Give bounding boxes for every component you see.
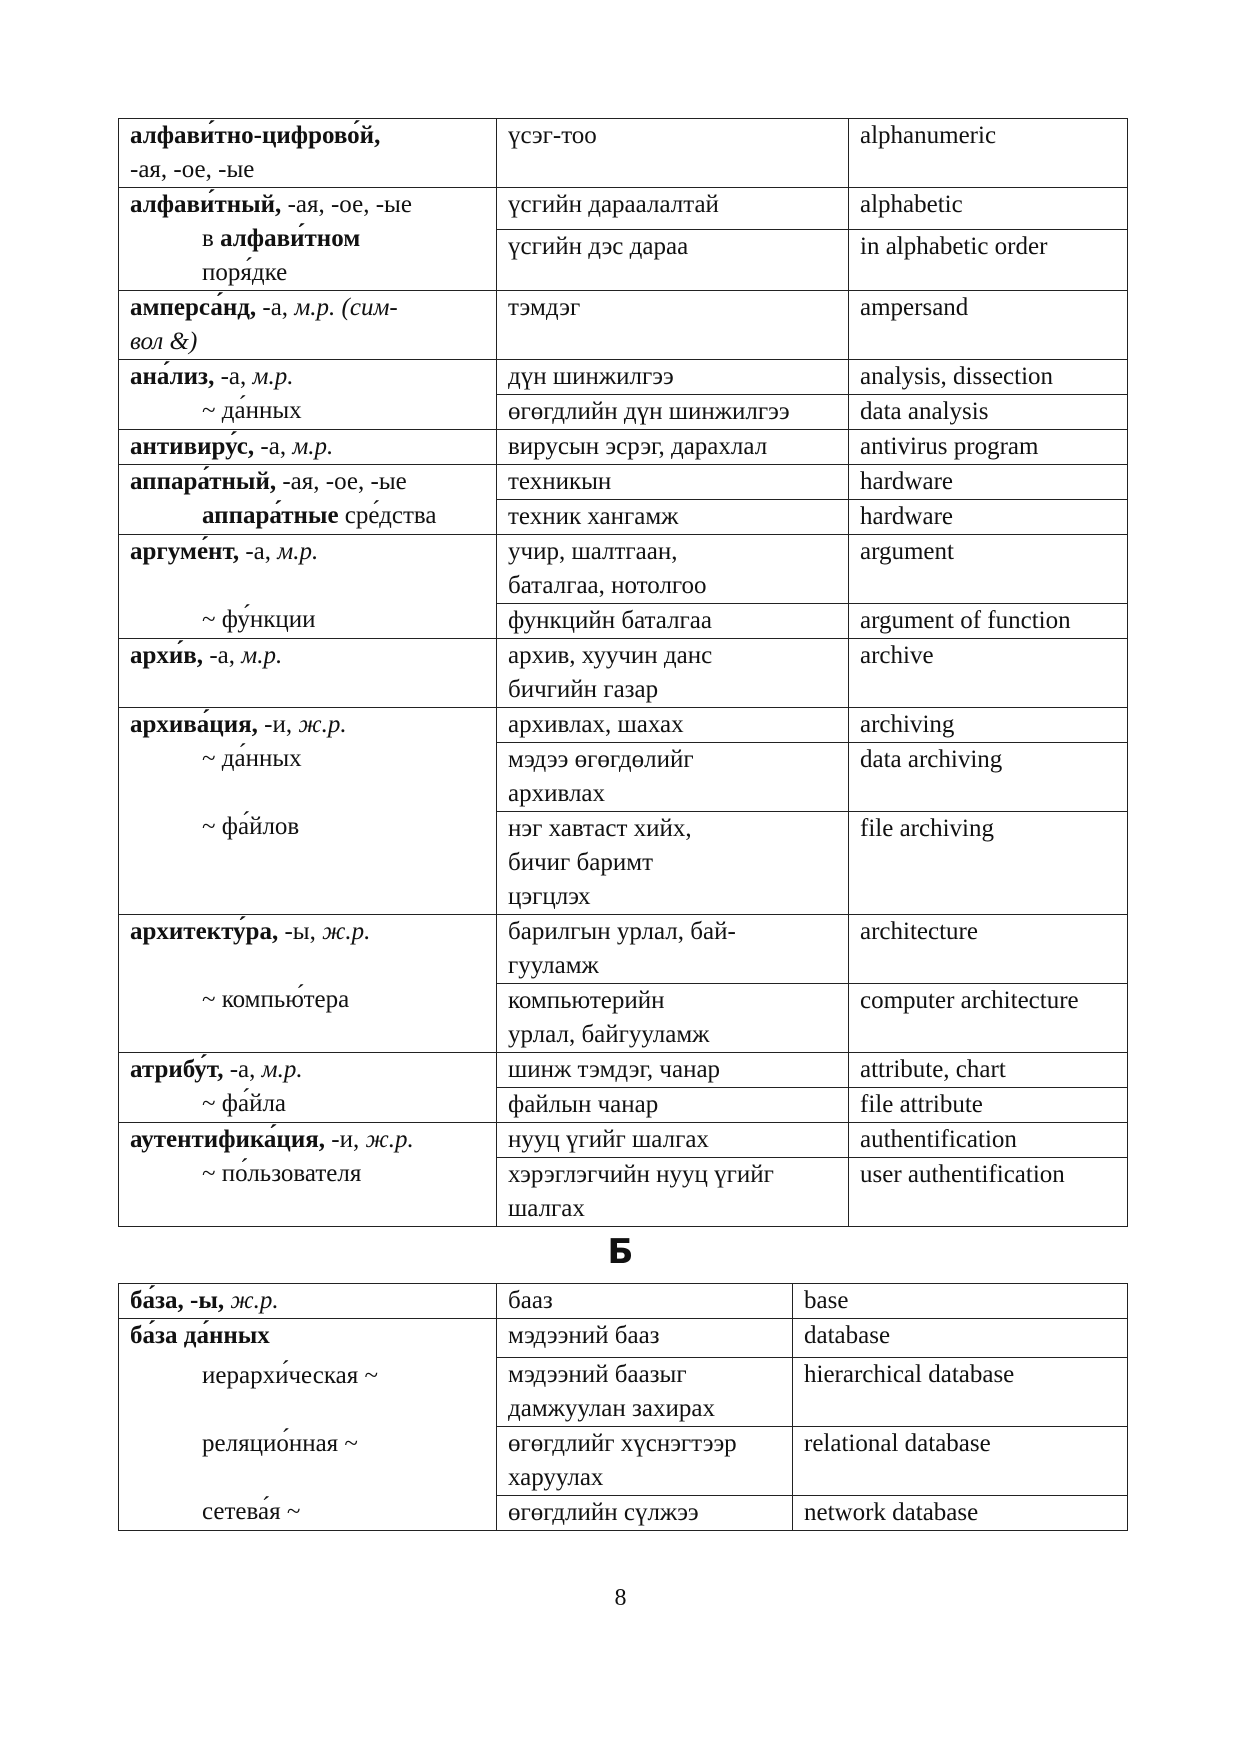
sub-entry: ~ фа́йла: [202, 1090, 287, 1117]
mongolian-cell: [497, 500, 849, 535]
entry-grammar: -и,: [257, 711, 299, 738]
english-text: base: [804, 1287, 849, 1314]
entry-head: атрибу́т,: [130, 1056, 224, 1083]
mongolian-text: тэмдэг: [508, 294, 581, 321]
mongolian-cell: [497, 639, 849, 708]
english-text: argument of function: [860, 607, 1071, 634]
mongolian-text: үсгийн дараалалтай: [508, 191, 719, 218]
table-row: [119, 639, 1128, 708]
english-cell: [849, 230, 1128, 291]
mongolian-cell: [497, 1158, 849, 1227]
english-cell: [849, 743, 1128, 812]
sub-entry: ~ по́льзователя: [202, 1160, 362, 1187]
mongolian-text: гууламж: [508, 952, 599, 979]
mongolian-cell: [497, 708, 849, 743]
entry-grammar-italic: вол &): [130, 328, 198, 355]
english-cell: [849, 465, 1128, 500]
entry-head-cell: [119, 119, 497, 188]
english-text: hardware: [860, 468, 953, 495]
entry-grammar: -и,: [325, 1126, 366, 1153]
english-text: alphabetic: [860, 191, 963, 218]
entry-grammar-italic: м.р.: [292, 433, 334, 460]
mongolian-cell: [497, 291, 849, 360]
mongolian-cell: [497, 812, 849, 915]
mongolian-text: дүн шинжилгээ: [508, 363, 674, 390]
mongolian-text: мэдээ өгөгдөлийг: [508, 746, 694, 773]
english-text: attribute, chart: [860, 1056, 1006, 1083]
english-cell: [849, 1088, 1128, 1123]
entry-grammar: -а,: [254, 433, 293, 460]
mongolian-cell: [497, 535, 849, 604]
entry-head-cell: [119, 188, 497, 291]
mongolian-text: урлал, байгууламж: [508, 1021, 710, 1048]
english-cell: [793, 1358, 1128, 1427]
entry-grammar: -ая, -ое, -ые: [130, 156, 255, 183]
mongolian-cell: [497, 1319, 793, 1358]
table-row: [119, 1053, 1128, 1088]
entry-head: аргуме́нт,: [130, 538, 240, 565]
mongolian-text: үсгийн дэс дараа: [508, 233, 689, 260]
entry-grammar-italic: ж.р.: [365, 1126, 414, 1153]
entry-grammar-italic: м.р.: [252, 363, 294, 390]
entry-grammar: -а,: [256, 294, 295, 321]
section-letter-heading: Б: [607, 1232, 634, 1272]
mongolian-cell: [497, 465, 849, 500]
english-text: relational database: [804, 1430, 991, 1457]
mongolian-text: өгөгдлийн сүлжээ: [508, 1499, 699, 1526]
entry-head-cell: [119, 1053, 497, 1123]
mongolian-text: архив, хуучин данс: [508, 642, 713, 669]
mongolian-cell: [497, 1088, 849, 1123]
english-cell: [849, 1053, 1128, 1088]
entry-grammar: -ы,: [183, 1287, 231, 1314]
mongolian-text: бааз: [508, 1287, 553, 1314]
mongolian-text: хэрэглэгчийн нууц үгийг: [508, 1161, 774, 1188]
table-row: [119, 465, 1128, 500]
english-text: ampersand: [860, 294, 969, 321]
mongolian-cell: [497, 915, 849, 984]
table-row: [119, 119, 1128, 188]
english-text: alphanumeric: [860, 122, 997, 149]
entry-head-cell: [119, 1123, 497, 1227]
sub-entry: ~ фа́йлов: [202, 813, 300, 840]
mongolian-text: нэг хавтаст хийх,: [508, 815, 692, 842]
mongolian-text: учир, шалтгаан,: [508, 538, 678, 565]
sub-entry: иерархи́ческая ~: [202, 1362, 378, 1389]
english-cell: [849, 291, 1128, 360]
entry-head: ба́за да́нных: [130, 1322, 270, 1349]
english-cell: [849, 500, 1128, 535]
entry-head-cell: [119, 708, 497, 915]
sub-entry-prefix: в: [202, 225, 221, 252]
entry-grammar-italic: ж.р.: [230, 1287, 279, 1314]
mongolian-text: өгөгдлийг хүснэгтээр: [508, 1430, 737, 1457]
mongolian-cell: [497, 984, 849, 1053]
english-cell: [793, 1284, 1128, 1319]
entry-grammar-italic: ж.р.: [298, 711, 347, 738]
english-text: computer architecture: [860, 987, 1079, 1014]
mongolian-text: үсэг-тоо: [508, 122, 597, 149]
entry-head-cell: [119, 915, 497, 1053]
mongolian-text: дамжуулан захирах: [508, 1395, 715, 1422]
table-row: [119, 360, 1128, 395]
entry-head-cell: [119, 360, 497, 430]
mongolian-text: мэдээний бааз: [508, 1322, 660, 1349]
entry-head: аутентифика́ция,: [130, 1126, 326, 1153]
table-row: [119, 915, 1128, 984]
entry-head: амперса́нд,: [130, 294, 257, 321]
table-row: [119, 188, 1128, 230]
entry-head: архива́ция,: [130, 711, 258, 738]
table-row: [119, 535, 1128, 604]
english-text: argument: [860, 538, 954, 565]
entry-grammar: -ая, -ое, -ые: [281, 191, 412, 218]
mongolian-text: техникын: [508, 468, 612, 495]
sub-entry: сетева́я ~: [202, 1498, 301, 1525]
mongolian-text: баталгаа, нотолгоо: [508, 572, 707, 599]
mongolian-text: архивлах: [508, 780, 606, 807]
english-cell: [793, 1496, 1128, 1531]
english-text: user authentification: [860, 1161, 1065, 1188]
table-row: [119, 1319, 1128, 1358]
english-text: analysis, dissection: [860, 363, 1054, 390]
entry-head: архитекту́ра,: [130, 918, 279, 945]
mongolian-cell: [497, 1123, 849, 1158]
sub-entry: ~ компью́тера: [202, 986, 350, 1013]
entry-head: алфави́тный,: [130, 191, 282, 218]
english-cell: [849, 119, 1128, 188]
english-cell: [849, 360, 1128, 395]
english-cell: [849, 812, 1128, 915]
english-cell: [849, 604, 1128, 639]
entry-grammar-italic: м.р.: [261, 1056, 303, 1083]
english-cell: [849, 984, 1128, 1053]
entry-head-cell: [119, 1284, 497, 1319]
mongolian-cell: [497, 1427, 793, 1496]
mongolian-cell: [497, 230, 849, 291]
mongolian-cell: [497, 360, 849, 395]
dictionary-table-b: [118, 1283, 1128, 1531]
entry-head: аппара́тный,: [130, 468, 277, 495]
mongolian-cell: [497, 1284, 793, 1319]
table-row: [119, 1123, 1128, 1158]
mongolian-cell: [497, 1053, 849, 1088]
sub-entry-head: алфави́тном: [220, 225, 361, 252]
entry-grammar: -а,: [223, 1056, 262, 1083]
entry-head-cell: [119, 639, 497, 708]
english-text: data archiving: [860, 746, 1003, 773]
mongolian-text: өгөгдлийн дүн шинжилгээ: [508, 398, 790, 425]
english-text: file attribute: [860, 1091, 983, 1118]
mongolian-cell: [497, 604, 849, 639]
mongolian-text: компьютерийн: [508, 987, 665, 1014]
entry-grammar-italic: м.р. (сим-: [294, 294, 398, 321]
mongolian-cell: [497, 743, 849, 812]
english-cell: [849, 430, 1128, 465]
dictionary-table-a: [118, 118, 1128, 1227]
english-cell: [849, 395, 1128, 430]
mongolian-text: мэдээний баазыг: [508, 1361, 687, 1388]
entry-grammar: -ы,: [278, 918, 323, 945]
english-text: network database: [804, 1499, 979, 1526]
sub-entry-head: аппара́тные: [202, 502, 339, 529]
entry-grammar-italic: ж.р.: [322, 918, 371, 945]
entry-head-cell: [119, 465, 497, 535]
sub-entry-text: поря́дке: [202, 259, 288, 286]
english-text: archiving: [860, 711, 955, 738]
english-cell: [849, 708, 1128, 743]
table-row: [119, 708, 1128, 743]
english-text: database: [804, 1322, 891, 1349]
entry-head-cell: [119, 430, 497, 465]
mongolian-cell: [497, 119, 849, 188]
mongolian-text: файлын чанар: [508, 1091, 659, 1118]
mongolian-text: архивлах, шахах: [508, 711, 684, 738]
english-cell: [849, 535, 1128, 604]
mongolian-text: цэгцлэх: [508, 883, 591, 910]
sub-entry-text: сре́дства: [338, 502, 437, 529]
mongolian-text: вирусын эсрэг, дарахлал: [508, 433, 768, 460]
entry-grammar-italic: м.р.: [277, 538, 319, 565]
entry-grammar-italic: м.р.: [241, 642, 283, 669]
mongolian-cell: [497, 1358, 793, 1427]
english-cell: [793, 1427, 1128, 1496]
english-text: antivirus program: [860, 433, 1039, 460]
english-text: in alphabetic order: [860, 233, 1048, 260]
entry-head: антивиру́с,: [130, 433, 255, 460]
page-number: 8: [614, 1585, 627, 1611]
table-row: [119, 291, 1128, 360]
english-text: data analysis: [860, 398, 989, 425]
english-text: archive: [860, 642, 934, 669]
entry-head-cell: [119, 535, 497, 639]
english-text: authentification: [860, 1126, 1017, 1153]
entry-grammar: -а,: [203, 642, 242, 669]
entry-head: алфави́тно-цифрово́й,: [130, 122, 381, 149]
english-cell: [849, 915, 1128, 984]
sub-entry: ~ да́нных: [202, 397, 302, 424]
entry-grammar: -а,: [239, 538, 278, 565]
english-cell: [793, 1319, 1128, 1358]
mongolian-cell: [497, 430, 849, 465]
entry-head-cell: [119, 1319, 497, 1531]
mongolian-cell: [497, 1496, 793, 1531]
mongolian-text: нууц үгийг шалгах: [508, 1126, 709, 1153]
english-text: hierarchical database: [804, 1361, 1015, 1388]
sub-entry: ~ да́нных: [202, 745, 302, 772]
mongolian-text: харуулах: [508, 1464, 604, 1491]
entry-head: ана́лиз,: [130, 363, 215, 390]
english-cell: [849, 188, 1128, 230]
sub-entry: реляцио́нная ~: [202, 1430, 358, 1457]
entry-grammar: -а,: [214, 363, 253, 390]
mongolian-text: барилгын урлал, бай-: [508, 918, 736, 945]
english-cell: [849, 1158, 1128, 1227]
entry-head: ба́за,: [130, 1287, 184, 1314]
english-text: hardware: [860, 503, 953, 530]
english-cell: [849, 639, 1128, 708]
mongolian-text: шинж тэмдэг, чанар: [508, 1056, 721, 1083]
mongolian-text: бичгийн газар: [508, 676, 659, 703]
english-text: file archiving: [860, 815, 994, 842]
mongolian-text: функцийн баталгаа: [508, 607, 713, 634]
english-text: architecture: [860, 918, 978, 945]
mongolian-text: бичиг баримт: [508, 849, 653, 876]
mongolian-cell: [497, 188, 849, 230]
table-row: [119, 430, 1128, 465]
mongolian-text: шалгах: [508, 1195, 585, 1222]
entry-head-cell: [119, 291, 497, 360]
table-row: [119, 1284, 1128, 1319]
mongolian-text: техник хангамж: [508, 503, 679, 530]
entry-grammar: -ая, -ое, -ые: [276, 468, 407, 495]
sub-entry: ~ фу́нкции: [202, 606, 316, 633]
mongolian-cell: [497, 395, 849, 430]
english-cell: [849, 1123, 1128, 1158]
entry-head: архи́в,: [130, 642, 204, 669]
